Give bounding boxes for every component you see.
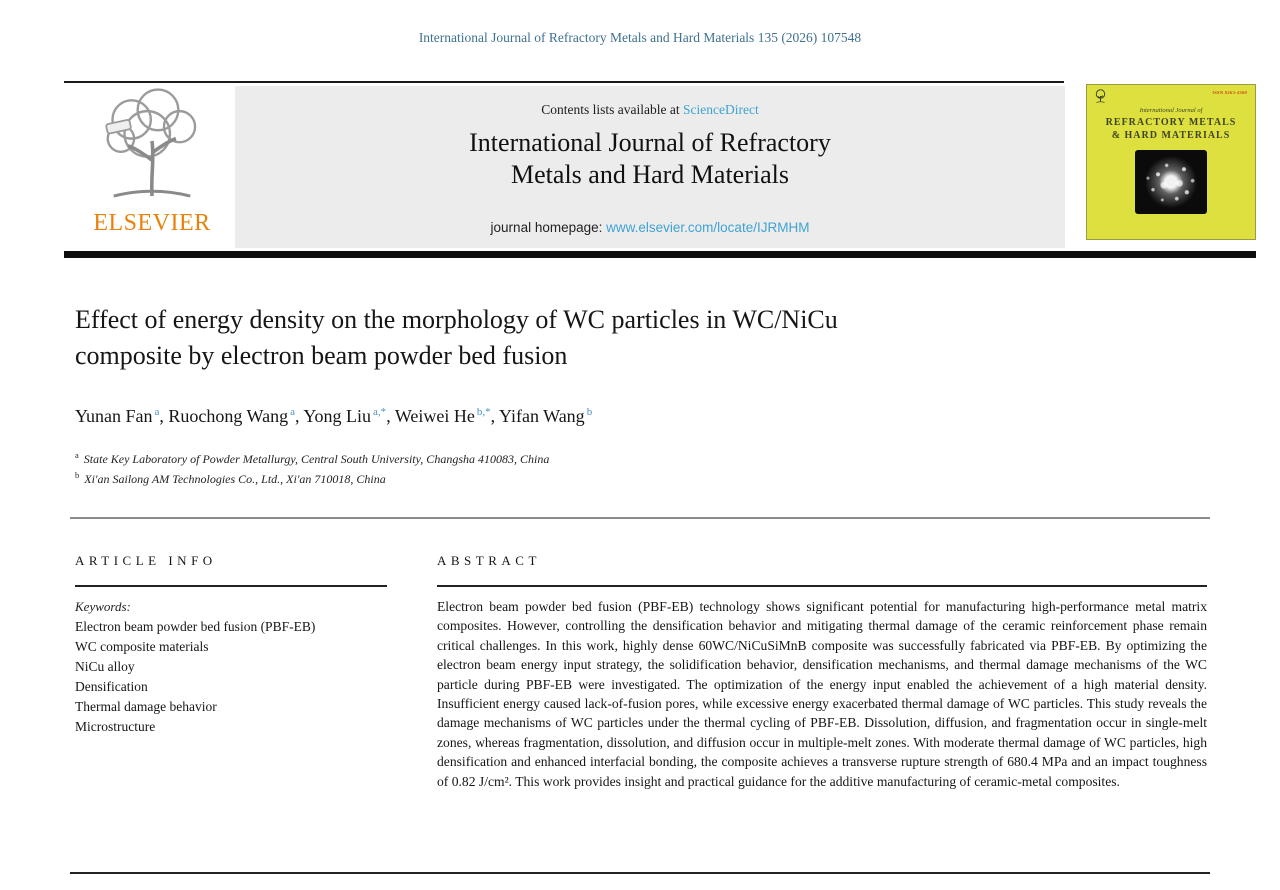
author-name: Yong Liu [303,406,372,426]
author-name: Weiwei He [394,406,475,426]
contents-prefix: Contents lists available at [541,102,683,117]
author-affiliation-sup: a,* [373,406,387,418]
cover-title-line2: & HARD MATERIALS [1111,130,1231,141]
header-bottom-bar [64,251,1256,258]
author [75,406,168,426]
sciencedirect-link[interactable]: ScienceDirect [683,102,759,117]
keyword-item: Densification [75,679,148,694]
cover-title [1087,116,1255,142]
journal-title-line1: International Journal of Refractory [469,128,831,157]
keyword-item: Electron beam powder bed fusion (PBF-EB) [75,619,316,634]
author-separator: , [386,406,395,426]
author-name: Ruochong Wang [168,406,289,426]
homepage-line [235,220,1065,235]
cover-micrograph-image [1135,150,1207,214]
header-top-rule [64,81,1064,83]
author-affiliation-sup: b [586,406,593,418]
article-title-line1: Effect of energy density on the morphology of WC particles in WC/NiCu [75,305,838,334]
affiliation-sup: b [75,470,80,481]
keyword-item: Microstructure [75,719,156,734]
affiliation-text: Xi'an Sailong AM Technologies Co., Ltd., Xi'an 710018, China [84,472,386,487]
affiliation-line [75,469,549,489]
bottom-rule [70,872,1210,874]
author-name: Yunan Fan [75,406,153,426]
affiliation-sup: a [75,450,79,460]
keyword-item: NiCu alloy [75,659,135,674]
article-info-heading: ARTICLE INFO [75,553,217,568]
journal-citation-link[interactable]: International Journal of Refractory Metals and Hard Materials 135 (2026) 107548 [418,30,862,45]
article-title-line2: composite by electron beam powder bed fusion [75,340,568,370]
cover-tree-icon [1094,89,1107,104]
homepage-link[interactable]: www.elsevier.com/locate/IJRMHM [606,220,810,235]
cover-series-label: International Journal of [1139,107,1203,114]
author [499,406,592,426]
keywords-label: Keywords: [75,599,131,614]
section-divider [70,517,1210,519]
author [168,406,303,426]
keywords-list [75,617,315,737]
contents-line [235,102,1065,118]
author-affiliation-sup: a [154,406,160,418]
cover-title-line1: REFRACTORY METALS [1105,117,1237,128]
abstract-heading: ABSTRACT [437,553,541,568]
elsevier-wordmark: ELSEVIER [93,210,211,236]
homepage-label: journal homepage: [490,220,607,235]
abstract-text: Electron beam powder bed fusion (PBF-EB) technology shows significant potential for manufacturing high-performance metal matrix composites. However, controlling the densification behavior and mitigating thermal damage of the ceramic reinforcement phase remain critical challenges. In this work, highly dense 60WC/NiCuSiMnB composite was successfully fabricated via PBF-EB. By optimizing the electron beam energy input strategy, the solidification behavior, densification mechanisms, and thermal damage mechanisms of the WC particle during PBF-EB were investigated. The optimization of the energy input enabled the achievement of a high material density. Insufficient energy caused lack-of-fusion pores, while excessive energy exacerbated thermal damage of WC particles. This study reveals the damage mechanisms of WC particles under the thermal cycling of PBF-EB. Dissolution, diffusion, and fragmentation occur in single-melt zones, whereas fragmentation, dissolution, and diffusion occur in multiple-melt zones. With moderate thermal damage of WC particles, high densification and enhanced interfacial bonding, the composite achieves a transverse rupture strength of 680.4 MPa and an impact toughness of 0.82 J/cm². This work provides insight and practical guidance for the additive manufacturing of ceramic-metal composites. [437,599,1207,789]
affiliation-line [75,449,549,469]
elsevier-tree-icon [92,86,212,208]
cover-issn: ISSN 0263-4368 [1212,90,1247,95]
journal-cover-thumbnail [1086,84,1256,240]
abstract-rule [437,585,1207,587]
author-name: Yifan Wang [498,406,585,426]
article-info-rule [75,585,387,587]
journal-title [235,127,1065,190]
journal-banner [235,86,1065,248]
author-separator: , [159,406,169,426]
affiliation-text: State Key Laboratory of Powder Metallurgy, Central South University, Changsha 410083, China [83,452,550,466]
author-separator: , [295,406,304,426]
keyword-item: WC composite materials [75,639,209,654]
journal-title-line2: Metals and Hard Materials [511,159,789,189]
keyword-item: Thermal damage behavior [75,699,217,714]
affiliation-list [75,449,549,489]
author-affiliation-sup: a [290,406,295,418]
author-affiliation-sup: b,* [476,406,491,418]
article-title [75,302,1095,374]
author-list [75,406,592,427]
elsevier-logo [72,86,232,248]
author [395,406,499,426]
author-separator: , [490,406,499,426]
author [303,406,395,426]
